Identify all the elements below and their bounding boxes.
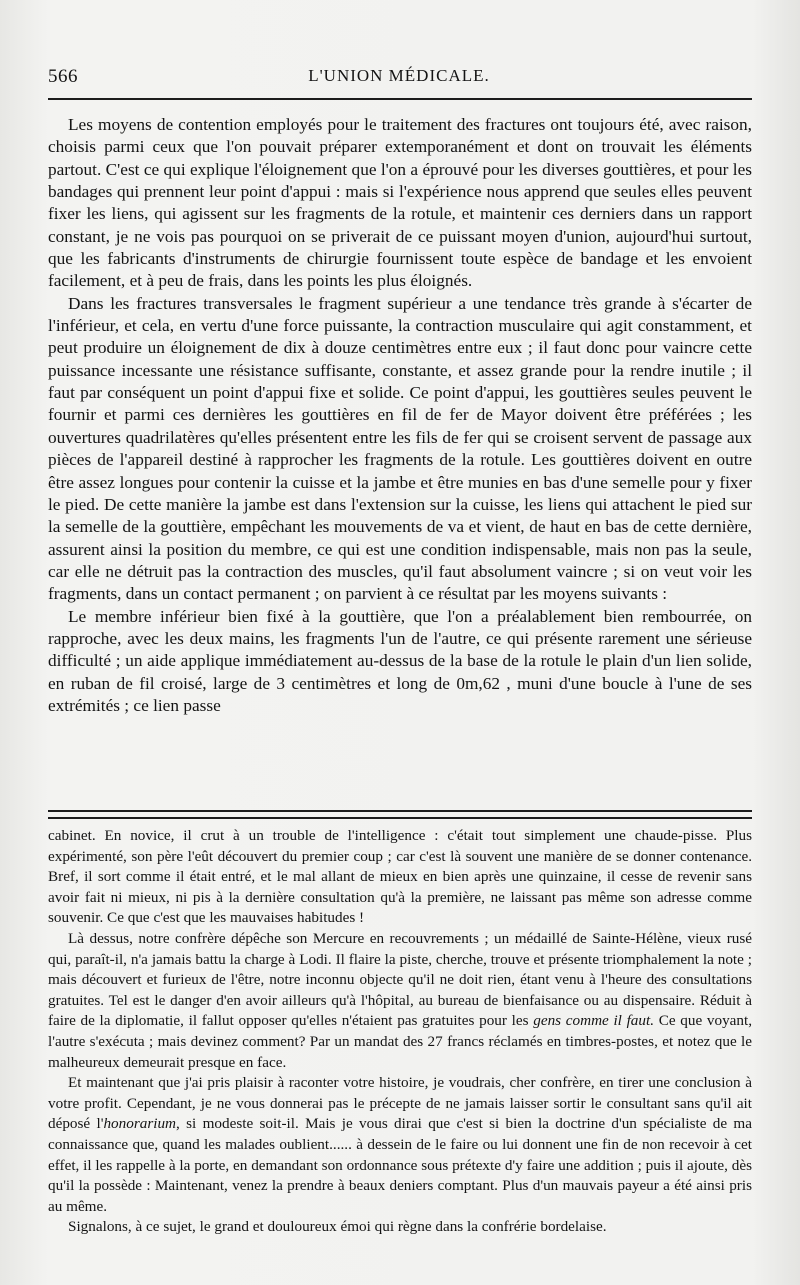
article-paragraph-3: Le membre inférieur bien fixé à la gouttière, que l'on a préalablement bien rembourrée, on rapproche, avec les deux mains, les fragments l'un de l'autre, ce qui présente rarement une sérieuse difficulté ; un aide applique immédiatement au-dessus de la base de la rotule le plain d'un lien solide, en ruban de fil croisé, large de 3 centimètres et long de 0m,62 , muni d'une boucle à l'une de ses extrémités ; ce lien passe bbox=[48, 606, 752, 715]
feuilleton-paragraph-3 bbox=[48, 1073, 752, 1217]
feuilleton-italic-phrase: gens comme il faut. bbox=[533, 1012, 655, 1030]
feuilleton-italic-word: honorarium bbox=[103, 1115, 177, 1133]
article-paragraph-1: Les moyens de contention employés pour le traitement des fractures ont toujours été, avec raison, choisis parmi ceux que l'on pouvait préparer extemporanément et dont on trouvait les éléments partout. C'est ce qui explique l'éloignement que l'on a éprouvé pour les diverses gouttières, et pour les bandages qui prennent leur point d'appui : mais si l'expérience nous apprend que seules elles peuvent fixer les liens, qui agissent sur les fragments de la rotule, et maintenir ces derniers dans un rapport constant, je ne vois pas pourquoi on se priverait de ce puissant moyen d'union, aujourd'hui surtout, que les fabricants d'instruments de chirurgie fournissent toute espèce de bandage et les envoient facilement, et à peu de frais, dans les points les plus éloignés. bbox=[48, 115, 752, 291]
journal-title: L'UNION MÉDICALE. bbox=[308, 66, 490, 85]
feuilleton bbox=[48, 826, 752, 1238]
feuilleton-paragraph-1: cabinet. En novice, il crut à un trouble de l'intelligence : c'était tout simplement une chaude-pisse. Plus expérimenté, son père l'eût découvert du premier coup ; car c'est là souvent une manière de se donner contenance. Bref, il sort comme il était entré, et le mal allant de mieux en bien après une quinzaine, il cesse de revenir sans avoir fait ni mieux, ni pis à la dernière consultation qu'à la première, ne laissant pas même son adresse comme souvenir. Ce que c'est que les mauvaises habitudes ! bbox=[48, 827, 752, 927]
feuilleton-separator bbox=[48, 810, 752, 819]
feuilleton-paragraph-2-continuation: Ce que voyant, l'autre s'exécuta ; mais devinez comment? Par un mandat des 27 francs réclamés en timbres-postes, et notez que le malheureux demeurait presque en face. bbox=[48, 1012, 753, 1071]
main-article bbox=[48, 114, 752, 717]
page-header bbox=[48, 66, 750, 90]
header-rule bbox=[48, 98, 752, 100]
feuilleton-paragraph-4: Signalons, à ce sujet, le grand et douloureux émoi qui règne dans la confrérie bordelaise. bbox=[68, 1218, 607, 1236]
feuilleton-paragraph-2 bbox=[48, 929, 752, 1073]
feuilleton-paragraph-3-continuation: , si modeste soit-il. Mais je vous dirai que c'est si bien la doctrine d'un spécialiste de ma connaissance que, quand les malades oublient...... à dessein de le faire ou lui donnent une fin de non recevoir à cet effet, il les rappelle à la porte, en demandant son ordonnance sous prétexte d'y faire une addition ; puis il ajoute, dès qu'il la possède : Maintenant, venez la prendre à beaux deniers comptant. Plus d'un mauvais payeur a été ainsi pris au même. bbox=[48, 1115, 752, 1215]
article-paragraph-2: Dans les fractures transversales le fragment supérieur a une tendance très grande à s'écarter de l'inférieur, et cela, en vertu d'une force puissante, la contraction musculaire qui agit constamment, et peut produire un éloignement de dix à douze centimètres entre eux ; il faut donc pour vaincre cette puissance incessante une résistance suffisante, constante, et assez grande pour la rendre inutile ; il faut par conséquent un point d'appui fixe et solide. Ce point d'appui, les gouttières seules peuvent le fournir et parmi ces dernières les gouttières en fil de fer de Mayor doivent être préférées ; les ouvertures quadrilatères qu'elles présentent entre les fils de fer qui se croisent servent de passage aux pièces de l'appareil destiné à rapprocher les fragments de la rotule. Les gouttières doivent en outre être assez longues pour contenir la cuisse et la jambe et être munies en bas d'une semelle pour y fixer le pied. De cette manière la jambe est dans l'extension sur la cuisse, les liens qui attachent le pied sur la semelle de la gouttière, empêchant les mouvements de va et vient, de haut en bas de cette dernière, assurent ainsi la position du membre, ce qui est une condition indispensable, mais non pas la seule, car elle ne détruit pas la contraction des muscles, qu'il faut absolument vaincre ; si on veut voir les fragments, dans un contact permanent ; on parvient à ce résultat par les moyens suivants : bbox=[48, 293, 752, 604]
page-number: 566 bbox=[48, 66, 78, 87]
feuilleton-paragraph-3-text: Et maintenant que j'ai pris plaisir à raconter votre histoire, je voudrais, cher confrère, en tirer une conclusion à votre profit. Cependant, je ne vous donnerai pas le précepte de ne jamais laisser sortir le consultant sans qu'il ait déposé l' bbox=[48, 1074, 752, 1133]
feuilleton-paragraph-2-text: Là dessus, notre confrère dépêche son Mercure en recouvrements ; un médaillé de Sainte-Hélène, vieux rusé qui, paraît-il, n'a jamais battu la charge à Lodi. Il flaire la piste, cherche, trouve et présente triomphalement la note ; mais découvert et furieux de l'être, notre inconnu objecte qu'il ne doit rien, étant venu à l'heure des consultations gratuites. Tel est le danger d'en avoir ailleurs qu'à l'hôpital, au bureau de bienfaisance ou au dispensaire. Réduit à faire de la diplomatie, il fallut opposer qu'elles n'étaient pas gratuites pour les bbox=[48, 929, 752, 1030]
